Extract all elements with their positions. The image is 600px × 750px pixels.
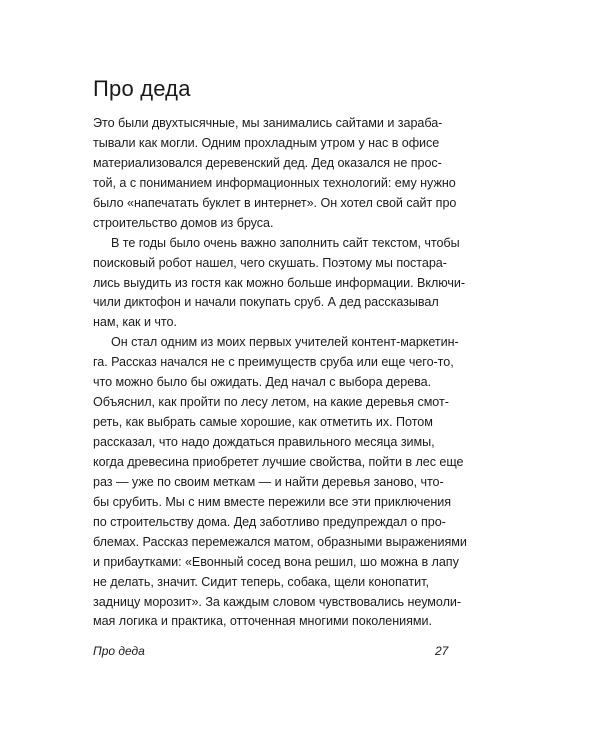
text-line: Он стал одним из моих первых учителей контент-маркетин- bbox=[111, 335, 459, 350]
page-number: 27 bbox=[435, 644, 449, 658]
text-line: строительство домов из бруса. bbox=[93, 215, 274, 230]
text-line: той, а с пониманием информационных технологий: ему нужно bbox=[93, 175, 456, 190]
text-line: рассказал, что надо дождаться правильного месяца зимы, bbox=[93, 435, 435, 449]
text-line: чили диктофон и начали покупать сруб. А дед рассказывал bbox=[93, 295, 439, 310]
text-line: блемах. Рассказ перемежался матом, образными выражениями bbox=[93, 534, 467, 549]
chapter-title: Про деда bbox=[93, 76, 191, 101]
text-line: га. Рассказ начался не с преимуществ сруба или еще чего-то, bbox=[93, 355, 454, 370]
text-line: по строительству дома. Дед заботливо предупреждал о про- bbox=[93, 514, 446, 529]
text-line: нам, как и что. bbox=[93, 315, 177, 330]
text-line: не делать, значит. Сидит теперь, собака, щели конопатит, bbox=[93, 574, 429, 589]
body-text bbox=[93, 114, 473, 632]
running-title: Про деда bbox=[93, 644, 145, 658]
text-line: бы срубить. Мы с ним вместе пережили все эти приключения bbox=[93, 494, 451, 509]
text-line: лись выудить из гостя как можно больше информации. Включи- bbox=[93, 275, 466, 290]
text-line: поисковый робот нашел, чего скушать. Поэтому мы постара- bbox=[93, 255, 447, 270]
text-line: когда древесина приобретет лучшие свойства, пойти в лес еще bbox=[93, 454, 464, 469]
text-line: Это были двухтысячные, мы занимались сайтами и зараба- bbox=[93, 116, 443, 130]
text-line: задницу морозит». За каждым словом чувствовались неумоли- bbox=[93, 594, 462, 609]
text-line: тывали как могли. Одним прохладным утром у нас в офисе bbox=[93, 135, 440, 150]
text-line: Объяснил, как пройти по лесу летом, на какие деревья смот- bbox=[93, 395, 449, 410]
text-line: было «напечатать буклет в интернет». Он хотел свой сайт про bbox=[93, 195, 457, 210]
text-line: реть, как выбрать самые хорошие, как отметить их. Потом bbox=[93, 415, 433, 430]
text-line: и прибаутками: «Евонный сосед вона решил, шо можна в лапу bbox=[93, 554, 459, 569]
text-line: раз — уже по своим меткам — и найти деревья заново, что- bbox=[93, 474, 444, 489]
text-line: что можно было бы ожидать. Дед начал с выбора дерева. bbox=[93, 375, 432, 390]
text-line: мая логика и практика, отточенная многими поколениями. bbox=[93, 614, 432, 629]
text-line: В те годы было очень важно заполнить сайт текстом, чтобы bbox=[111, 235, 460, 250]
text-line: материализовался деревенский дед. Дед оказался не прос- bbox=[93, 155, 442, 170]
